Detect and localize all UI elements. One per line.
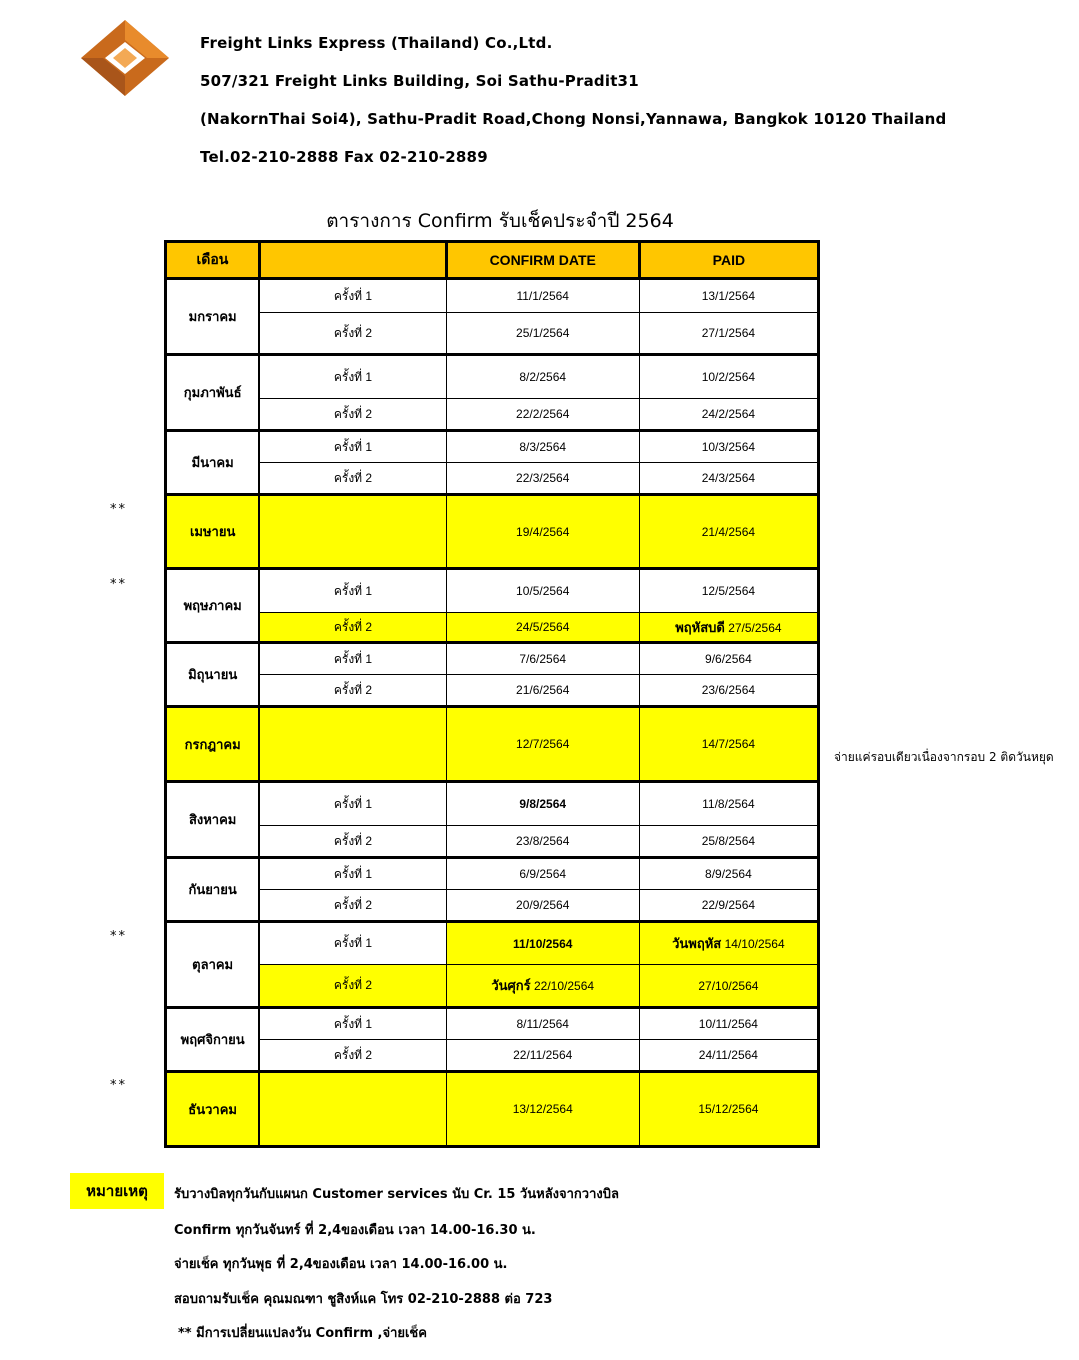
month-cell: กันยายน bbox=[166, 858, 260, 922]
round-cell: ครั้งที่ 1 bbox=[259, 782, 446, 826]
table-row bbox=[166, 279, 819, 313]
round-cell bbox=[259, 707, 446, 782]
paid-date-cell: 24/2/2564 bbox=[639, 399, 818, 431]
confirm-date-cell: 22/11/2564 bbox=[446, 1040, 639, 1072]
table-row bbox=[166, 675, 819, 707]
month-cell: กรกฎาคม bbox=[166, 707, 260, 782]
paid-date-cell: 21/4/2564 bbox=[639, 495, 818, 569]
confirm-date-cell: 12/7/2564 bbox=[446, 707, 639, 782]
company-logo bbox=[79, 18, 171, 98]
paid-date-cell: 11/8/2564 bbox=[639, 782, 818, 826]
paid-date-cell bbox=[639, 922, 818, 965]
table-row bbox=[166, 922, 819, 965]
confirm-date-cell: 13/12/2564 bbox=[446, 1072, 639, 1147]
round-cell: ครั้งที่ 2 bbox=[259, 613, 446, 643]
table-row bbox=[166, 858, 819, 890]
month-cell: พฤษภาคม bbox=[166, 569, 260, 643]
round-cell: ครั้งที่ 2 bbox=[259, 1040, 446, 1072]
paid-date-cell: 25/8/2564 bbox=[639, 826, 818, 858]
change-marker: ** bbox=[110, 502, 127, 517]
table-row bbox=[166, 313, 819, 355]
paid-date-cell: 27/1/2564 bbox=[639, 313, 818, 355]
table-row bbox=[166, 1040, 819, 1072]
schedule-table bbox=[164, 240, 820, 1148]
table-header-row bbox=[166, 242, 819, 279]
confirm-date-cell bbox=[446, 965, 639, 1008]
july-side-note: จ่ายแค่รอบเดียวเนื่องจากรอบ 2 ติดวันหยุด bbox=[834, 750, 1054, 764]
confirm-date-cell: 23/8/2564 bbox=[446, 826, 639, 858]
month-cell: มีนาคม bbox=[166, 431, 260, 495]
table-row bbox=[166, 463, 819, 495]
paid-date-cell: 22/9/2564 bbox=[639, 890, 818, 922]
confirm-date-cell: 22/2/2564 bbox=[446, 399, 639, 431]
paid-date-cell: 15/12/2564 bbox=[639, 1072, 818, 1147]
round-cell: ครั้งที่ 2 bbox=[259, 313, 446, 355]
table-row bbox=[166, 613, 819, 643]
paid-date-cell: 8/9/2564 bbox=[639, 858, 818, 890]
table-row bbox=[166, 355, 819, 399]
round-cell: ครั้งที่ 2 bbox=[259, 399, 446, 431]
round-cell bbox=[259, 495, 446, 569]
confirm-date-cell: 10/5/2564 bbox=[446, 569, 639, 613]
header-round bbox=[259, 242, 446, 279]
company-address-line2: (NakornThai Soi4), Sathu-Pradit Road,Chong Nonsi,Yannawa, Bangkok 10120 Thailand bbox=[200, 110, 947, 128]
confirm-date-cell: 7/6/2564 bbox=[446, 643, 639, 675]
table-row bbox=[166, 782, 819, 826]
table-row bbox=[166, 495, 819, 569]
confirm-day-prefix: วันศุกร์ bbox=[491, 978, 531, 993]
confirm-date-cell: 20/9/2564 bbox=[446, 890, 639, 922]
paid-day-prefix: วันพฤหัส bbox=[672, 936, 722, 951]
round-cell: ครั้งที่ 1 bbox=[259, 431, 446, 463]
confirm-date-cell: 24/5/2564 bbox=[446, 613, 639, 643]
header-paid: PAID bbox=[639, 242, 818, 279]
company-address-line1: 507/321 Freight Links Building, Soi Sathu-Pradit31 bbox=[200, 72, 639, 90]
confirm-date-cell: 8/11/2564 bbox=[446, 1008, 639, 1040]
header-month: เดือน bbox=[166, 242, 260, 279]
confirm-date: 22/10/2564 bbox=[534, 979, 595, 993]
paid-date-cell: 24/3/2564 bbox=[639, 463, 818, 495]
note-line-3: จ่ายเช็ค ทุกวันพุธ ที่ 2,4ของเดือน เวลา 14.00-16.00 น. bbox=[174, 1257, 508, 1272]
round-cell: ครั้งที่ 1 bbox=[259, 922, 446, 965]
confirm-date-cell: 9/8/2564 bbox=[446, 782, 639, 826]
paid-date-cell: 24/11/2564 bbox=[639, 1040, 818, 1072]
change-marker: ** bbox=[110, 577, 127, 592]
round-cell: ครั้งที่ 2 bbox=[259, 826, 446, 858]
table-row bbox=[166, 399, 819, 431]
paid-date-cell: 10/3/2564 bbox=[639, 431, 818, 463]
month-cell: มกราคม bbox=[166, 279, 260, 355]
confirm-date-cell: 22/3/2564 bbox=[446, 463, 639, 495]
round-cell bbox=[259, 1072, 446, 1147]
month-cell: ธันวาคม bbox=[166, 1072, 260, 1147]
paid-date-cell: 13/1/2564 bbox=[639, 279, 818, 313]
confirm-date-cell: 19/4/2564 bbox=[446, 495, 639, 569]
month-cell: สิงหาคม bbox=[166, 782, 260, 858]
notes-label: หมายเหตุ bbox=[70, 1173, 164, 1209]
month-cell: มิถุนายน bbox=[166, 643, 260, 707]
paid-date-cell: 9/6/2564 bbox=[639, 643, 818, 675]
month-cell: พฤศจิกายน bbox=[166, 1008, 260, 1072]
confirm-date-cell: 11/10/2564 bbox=[446, 922, 639, 965]
header-confirm-date: CONFIRM DATE bbox=[446, 242, 639, 279]
paid-date-cell: 23/6/2564 bbox=[639, 675, 818, 707]
round-cell: ครั้งที่ 2 bbox=[259, 463, 446, 495]
company-name: Freight Links Express (Thailand) Co.,Ltd. bbox=[200, 34, 553, 52]
confirm-date-cell: 8/2/2564 bbox=[446, 355, 639, 399]
confirm-date-cell: 25/1/2564 bbox=[446, 313, 639, 355]
round-cell: ครั้งที่ 1 bbox=[259, 643, 446, 675]
company-header bbox=[200, 24, 946, 176]
round-cell: ครั้งที่ 2 bbox=[259, 890, 446, 922]
table-row bbox=[166, 569, 819, 613]
round-cell: ครั้งที่ 2 bbox=[259, 675, 446, 707]
page-title: ตารางการ Confirm รับเช็คประจำปี 2564 bbox=[326, 210, 674, 232]
paid-date-cell: 27/10/2564 bbox=[639, 965, 818, 1008]
table-row bbox=[166, 1008, 819, 1040]
round-cell: ครั้งที่ 1 bbox=[259, 569, 446, 613]
table-row bbox=[166, 1072, 819, 1147]
paid-date: 14/10/2564 bbox=[724, 937, 785, 951]
table-row bbox=[166, 431, 819, 463]
note-line-4: สอบถามรับเช็ค คุณมณฑา ชูสิงห์แค โทร 02-210-2888 ต่อ 723 bbox=[174, 1292, 553, 1307]
note-line-5: ** มีการเปลี่ยนแปลงวัน Confirm ,จ่ายเช็ค bbox=[178, 1326, 427, 1341]
table-row bbox=[166, 965, 819, 1008]
table-row bbox=[166, 826, 819, 858]
month-cell: เมษายน bbox=[166, 495, 260, 569]
round-cell: ครั้งที่ 1 bbox=[259, 858, 446, 890]
month-cell: กุมภาพันธ์ bbox=[166, 355, 260, 431]
note-line-1: รับวางบิลทุกวันกับแผนก Customer services นับ Cr. 15 วันหลังจากวางบิล bbox=[174, 1187, 619, 1202]
confirm-date-cell: 21/6/2564 bbox=[446, 675, 639, 707]
paid-date-cell: 12/5/2564 bbox=[639, 569, 818, 613]
month-cell: ตุลาคม bbox=[166, 922, 260, 1008]
table-row bbox=[166, 643, 819, 675]
change-marker: ** bbox=[110, 929, 127, 944]
paid-date-cell bbox=[639, 613, 818, 643]
change-marker: ** bbox=[110, 1078, 127, 1093]
table-row bbox=[166, 890, 819, 922]
paid-date-cell: 10/2/2564 bbox=[639, 355, 818, 399]
confirm-date-cell: 8/3/2564 bbox=[446, 431, 639, 463]
company-contact: Tel.02-210-2888 Fax 02-210-2889 bbox=[200, 148, 488, 166]
confirm-date-cell: 6/9/2564 bbox=[446, 858, 639, 890]
paid-date-cell: 14/7/2564 bbox=[639, 707, 818, 782]
paid-date-cell: 10/11/2564 bbox=[639, 1008, 818, 1040]
round-cell: ครั้งที่ 1 bbox=[259, 1008, 446, 1040]
round-cell: ครั้งที่ 1 bbox=[259, 355, 446, 399]
note-line-2: Confirm ทุกวันจันทร์ ที่ 2,4ของเดือน เวลา 14.00-16.30 น. bbox=[174, 1223, 536, 1238]
confirm-date-cell: 11/1/2564 bbox=[446, 279, 639, 313]
round-cell: ครั้งที่ 2 bbox=[259, 965, 446, 1008]
table-row bbox=[166, 707, 819, 782]
paid-date: 27/5/2564 bbox=[728, 620, 782, 635]
paid-day-prefix: พฤหัสบดี bbox=[675, 619, 725, 635]
round-cell: ครั้งที่ 1 bbox=[259, 279, 446, 313]
